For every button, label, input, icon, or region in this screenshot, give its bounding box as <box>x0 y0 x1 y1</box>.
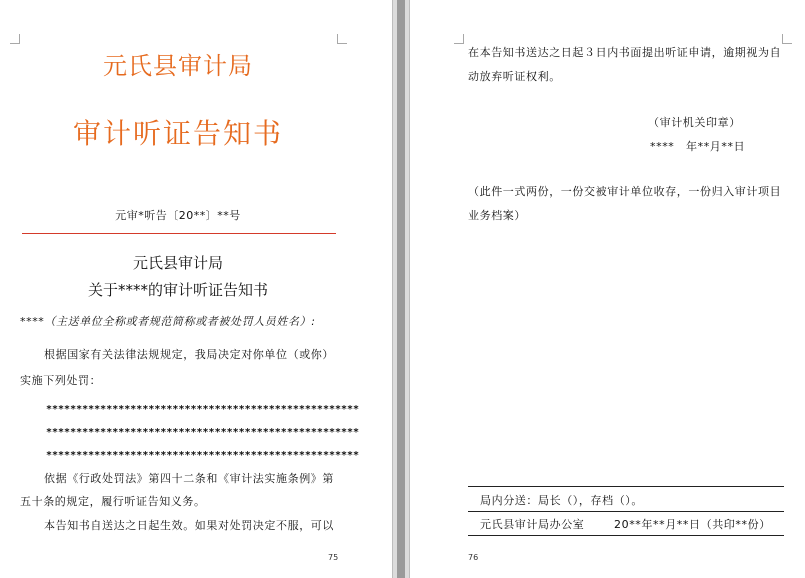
distribution-bottom-rule <box>468 535 784 536</box>
header-divider <box>22 233 336 234</box>
body-paragraph-1-line-2: 实施下列处罚： <box>20 374 102 387</box>
document-page-75 <box>0 0 392 578</box>
issue-date: **** 年**月**日 <box>650 140 746 153</box>
page-gutter-shadow <box>397 0 405 578</box>
internal-distribution: 局内分送：局长（），存档（）。 <box>480 494 643 507</box>
doc-number: 元审*听告〔20**〕**号 <box>115 209 241 222</box>
crop-mark-top-left <box>454 34 464 44</box>
body-paragraph-2-line-2: 五十条的规定，履行听证告知义务。 <box>20 495 206 508</box>
penalty-placeholder-line: **************************************************** <box>46 404 360 415</box>
page-gutter <box>392 0 410 578</box>
page-number: 75 <box>328 553 339 562</box>
print-date-count: 20**年**月**日（共印**份） <box>614 518 771 531</box>
issuing-office: 元氏县审计局办公室 <box>480 518 585 531</box>
body-paragraph-1-line-1: 根据国家有关法律法规规定，我局决定对你单位（或你） <box>44 348 334 361</box>
body-paragraph-3-line-1: 本告知书自送达之日起生效。如果对处罚决定不服，可以 <box>44 519 334 532</box>
penalty-placeholder-line: **************************************************** <box>46 450 360 461</box>
copies-note-line-1: （此件一式两份，一份交被审计单位收存，一份归入审计项目 <box>468 185 782 198</box>
copies-note-line-2: 业务档案） <box>468 209 526 222</box>
org-title: 元氏县审计局 <box>103 52 253 80</box>
crop-mark-top-left <box>10 34 20 44</box>
heading-title: 关于****的审计听证告知书 <box>87 281 268 299</box>
distribution-top-rule <box>468 486 784 487</box>
recipient-line: ****（主送单位全称或者规范简称或者被处罚人员姓名）: <box>20 315 316 328</box>
continued-paragraph-line-2: 动放弃听证权利。 <box>468 70 561 83</box>
document-page-76 <box>410 0 805 578</box>
doc-title: 审计听证告知书 <box>72 117 283 150</box>
crop-mark-top-right <box>782 34 792 44</box>
continued-paragraph-line-1: 在本告知书送达之日起３日内书面提出听证申请，逾期视为自 <box>468 46 782 59</box>
distribution-middle-rule <box>468 511 784 512</box>
heading-org: 元氏县审计局 <box>132 254 223 272</box>
page-number: 76 <box>468 553 479 562</box>
penalty-placeholder-line: **************************************************** <box>46 427 360 438</box>
body-paragraph-2-line-1: 依据《行政处罚法》第四十二条和《审计法实施条例》第 <box>44 472 334 485</box>
crop-mark-top-right <box>337 34 347 44</box>
seal-placeholder: （审计机关印章） <box>648 116 741 129</box>
